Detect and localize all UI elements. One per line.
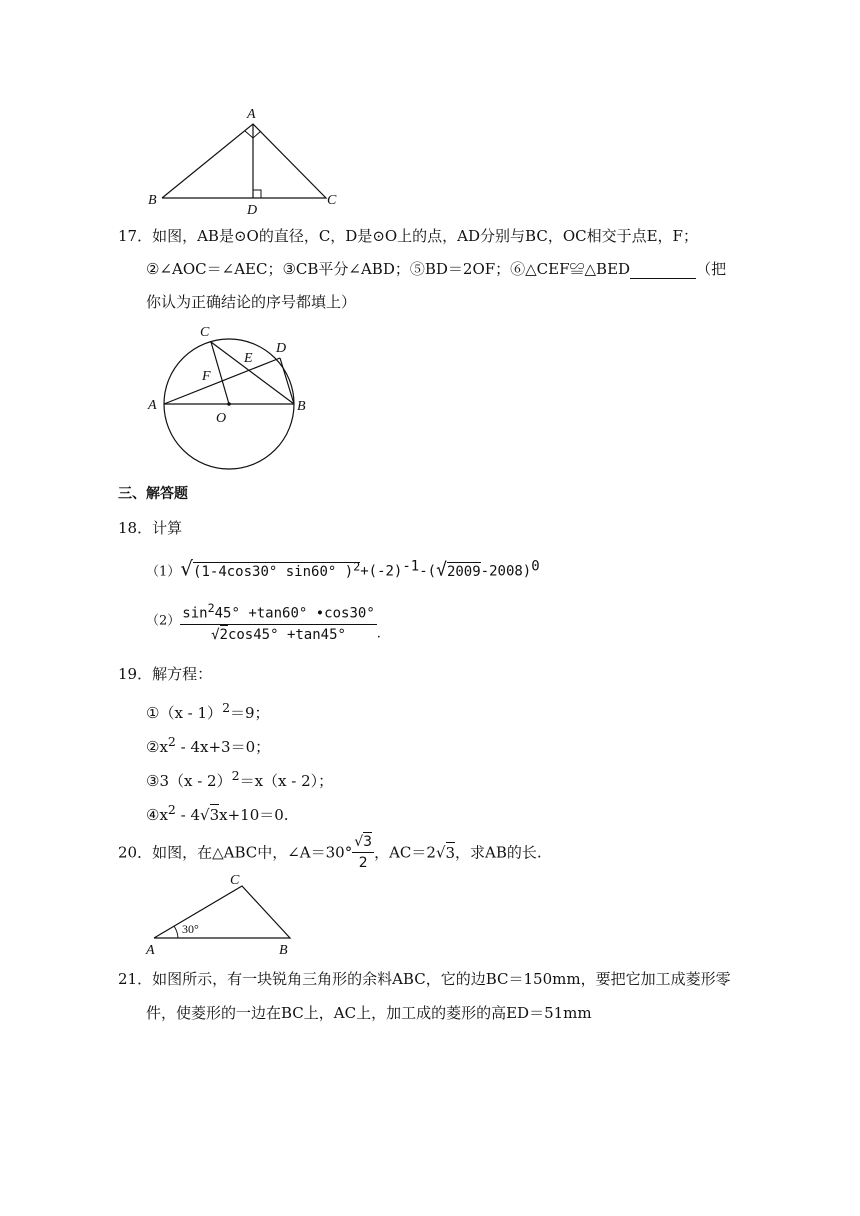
q21-line2: 件，使菱形的一边在BC上，AC上，加工成的菱形的高ED＝51mm [146,1004,592,1022]
circle-label-e: E [244,351,253,366]
q20-fraction: $\frac{√3}{2}$ [354,834,373,871]
right-triangle-figure [140,100,350,220]
q19-title-text: 解方程： [152,665,213,683]
q18-part1-radical: (1-4cos30° sin60° )$^2$ [193,559,361,580]
q17-tail: （把 [696,260,727,278]
q18-part2-fraction: $\frac{\sin^245^\circ +\tan 60^\circ •\cos 30^\circ}{√2\cos 45^\circ +\tan 45^\circ}$ [180,598,376,645]
circle-label-c: C [200,325,210,340]
q17-number: 17． [118,227,153,245]
q17-line3: 你认为正确结论的序号都填上） [146,293,357,311]
tri-label-a: A [146,943,155,958]
circle-label-o: O [216,411,227,426]
q18-part1: （1）√(1-4cos30° sin60° )$^2+(-2)^{-1}-(√2009-2008)^0$ [146,556,540,581]
label-c: C [327,193,337,208]
q19-number: 19． [118,665,153,683]
angle-label: 30° [182,922,199,936]
label-b: B [148,193,157,208]
q20-line: 20．如图，在△ABC中，∠A＝30° $\frac{√3}{2}$ ，AC＝2√3，求AB的长. [118,834,542,871]
q20-number: 20． [118,843,153,862]
q19-eq3: ③3（x - 2）$^2$＝x（x - 2）； [146,768,334,790]
q17-line2 [146,259,726,279]
q21-line1 [118,969,731,989]
q18-part2-label: （2） [146,613,181,629]
q18-number: 18． [118,519,153,537]
q17-line1 [118,226,698,246]
circle-label-b: B [297,399,306,414]
tri-label-c: C [230,873,240,888]
section-heading: 三、解答题 [118,486,188,502]
q21-number: 21． [118,970,153,988]
q19-eq2: $②x^2 - 4x+3=0$； [146,734,271,756]
circle-label-f: F [202,369,211,384]
q19-eq4: $④x^2 - 4√3x+10=0$. [146,802,289,824]
q19-eq1: ①（x - 1）$^2$＝9； [146,700,270,722]
tri-label-b: B [279,943,288,958]
q18-title [118,518,182,538]
q18-part2: （2） $\frac{\sin^245^\circ +\tan 60^\circ •\cos 30^\circ}{√2\cos 45^\circ +\tan 45^\circ}$ . [146,598,381,644]
q17-text: 如图，AB是⊙O的直径，C，D是⊙O上的点，AD分别与BC，OC相交于点E，F； [152,227,698,245]
circle-label-d: D [276,341,287,356]
answer-blank[interactable] [630,264,696,279]
circle-figure [140,318,340,478]
q19-title [118,664,212,684]
label-a: A [247,107,256,122]
q17-conclusions: ②∠AOC＝∠AEC；③CB平分∠ABD；⑤BD＝2OF；⑥△CEF≌△BED [146,260,631,278]
q18-title-text: 计算 [152,519,183,537]
q21-text: 如图所示，有一块锐角三角形的余料ABC，它的边BC＝150mm，要把它加工成菱形零 [152,970,731,988]
label-d: D [247,203,258,218]
circle-label-a: A [148,398,157,413]
q18-part1-label: （1） [146,564,181,580]
triangle-30-figure [140,868,310,960]
